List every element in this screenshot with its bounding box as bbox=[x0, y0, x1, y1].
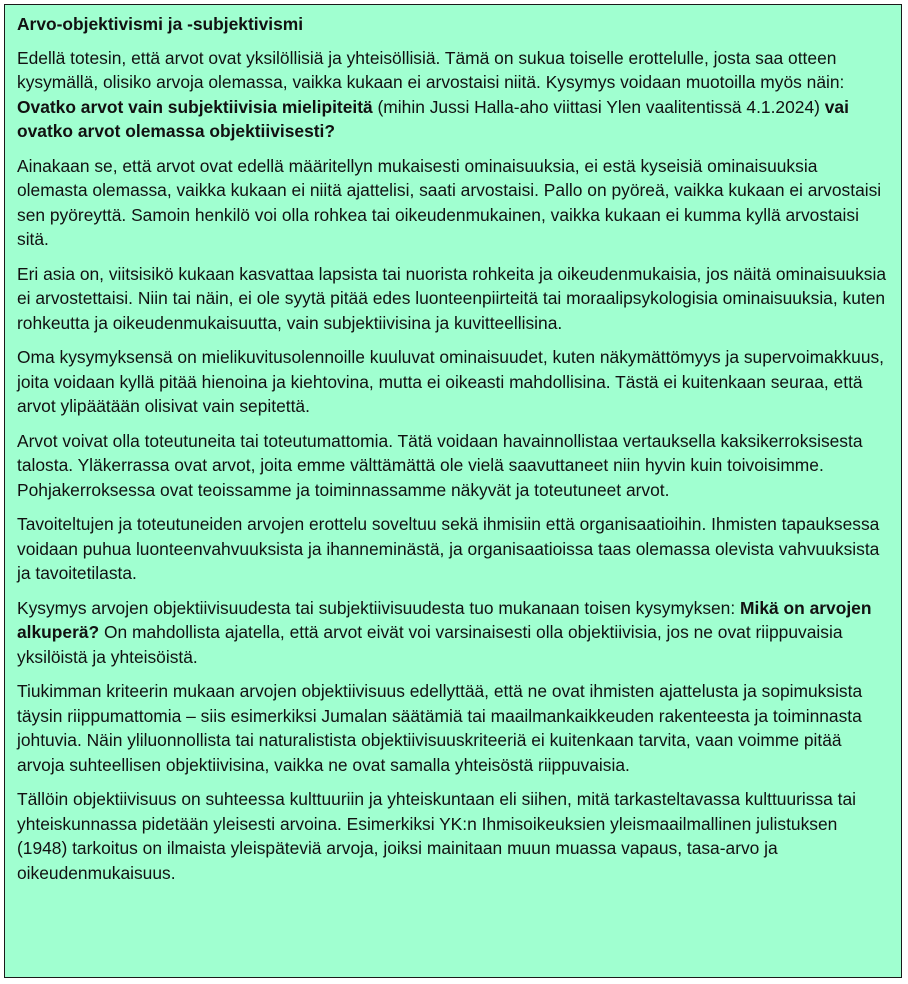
paragraph-7-bold-question: Mikä on arvojen alkuperä? bbox=[17, 597, 872, 642]
paragraph-5: Arvot voivat olla toteutuneita tai toteutumattomia. Tätä voidaan havainnollistaa vertauksella kaksikerroksisesta talosta. Yläkerrassa ovat arvot, joita emme välttämättä ole vielä saavuttaneet niin hyvin kuin toivoisimme. Pohjakerroksessa ovat teoissamme ja toiminnassamme näkyvät ja toteutuneet arvot. bbox=[17, 430, 863, 500]
paragraph-1-bold-question: Ovatko arvot vain subjektiivisia mielipiteitä bbox=[17, 96, 373, 117]
article-title: Arvo-objektivismi ja -subjektivismi bbox=[17, 14, 304, 34]
paragraph-7 bbox=[17, 596, 889, 670]
paragraph-6: Tavoiteltujen ja toteutuneiden arvojen erottelu soveltuu sekä ihmisiin että organisaatioihin. Ihmisten tapauksessa voidaan puhua luonteenvahvuuksista ja ihanneminästä, ja organisaatioissa taas olemassa olevista vahvuuksista ja tavoitetilasta. bbox=[17, 514, 880, 583]
paragraph-1-text-c: (mihin Jussi Halla-aho viittasi Ylen vaalitentissä 4.1.2024) bbox=[372, 96, 825, 117]
paragraph-7-text-c: On mahdollista ajatella, että arvot eivät voi varsinaisesti olla objektiivisia, jos ne ovat riippuvaisia yksilöistä ja yhteisöistä. bbox=[17, 622, 843, 667]
paragraph-8: Tiukimman kriteerin mukaan arvojen objektiivisuus edellyttää, että ne ovat ihmisten ajattelusta ja sopimuksista täysin riippumattomia – siis esimerkiksi Jumalan säätämiä tai maailmankaikkeuden rakenteesta ja toiminnasta johtuvia. Näin yliluonnollista tai naturalistista objektiivisuuskriteeriä ei kuitenkaan tarvita, vaan voimme pitää arvoja suhteellisen objektiivisina, vaikka ne ovat samalla yhteisöstä riippuvaisia. bbox=[17, 681, 863, 775]
paragraph-7-text-a: Kysymys arvojen objektiivisuudesta tai subjektiivisuudesta tuo mukanaan toisen kysymyksen: bbox=[17, 597, 741, 618]
paragraph-1 bbox=[17, 46, 889, 144]
paragraph-9: Tällöin objektiivisuus on suhteessa kulttuuriin ja yhteiskuntaan eli siihen, mitä tarkasteltavassa kulttuurissa tai yhteiskunnassa pidetään yleisesti arvoina. Esimerkiksi YK:n Ihmisoikeuksien yleismaailmallinen julistuksen (1948) tarkoitus on ilmaista yleispäteviä arvoja, joiksi mainitaan muun muassa vapaus, tasa-arvo ja oikeudenmukaisuus. bbox=[17, 789, 857, 883]
paragraph-3: Eri asia on, viitsisikö kukaan kasvattaa lapsista tai nuorista rohkeita ja oikeudenmukaisia, jos näitä ominaisuuksia ei arvostettaisi. Niin tai näin, ei ole syytä pitää edes luonteenpiirteitä tai moraalipsykologisia ominaisuuksia, kuten rohkeutta ja oikeudenmukaisuutta, vain subjektiivisina ja kuvitteellisina. bbox=[17, 263, 887, 333]
paragraph-4: Oma kysymyksensä on mielikuvitusolennoille kuuluvat ominaisuudet, kuten näkymättömyys ja supervoimakkuus, joita voidaan kyllä pitää hienoina ja kiehtovina, mutta ei oikeasti mahdollisina. Tästä ei kuitenkaan seuraa, että arvot ylipäätään olisivat vain sepitettä. bbox=[17, 347, 885, 416]
paragraph-2: Ainakaan se, että arvot ovat edellä määritellyn mukaisesti ominaisuuksia, ei estä kyseisiä ominaisuuksia olemasta olemassa, vaikka kukaan ei niitä ajattelisi, saati arvostaisi. Pallo on pyöreä, vaikka kukaan ei arvostaisi sen pyöreyttä. Samoin henkilö voi olla rohkea tai oikeudenmukainen, vaikka kukaan ei kumma kyllä arvostaisi sitä. bbox=[17, 155, 882, 249]
paragraph-1-text-a: Edellä totesin, että arvot ovat yksilöllisiä ja yhteisöllisiä. Tämä on sukua toiselle erottelulle, josta saa otteen kysymällä, olisiko arvoja olemassa, vaikka kukaan ei arvostaisi niitä. Kysymys voidaan muotoilla myös näin: bbox=[17, 47, 845, 92]
article-box bbox=[4, 4, 902, 978]
paragraph-1-bold-question-end: vai ovatko arvot olemassa objektiivisesti? bbox=[17, 96, 849, 141]
